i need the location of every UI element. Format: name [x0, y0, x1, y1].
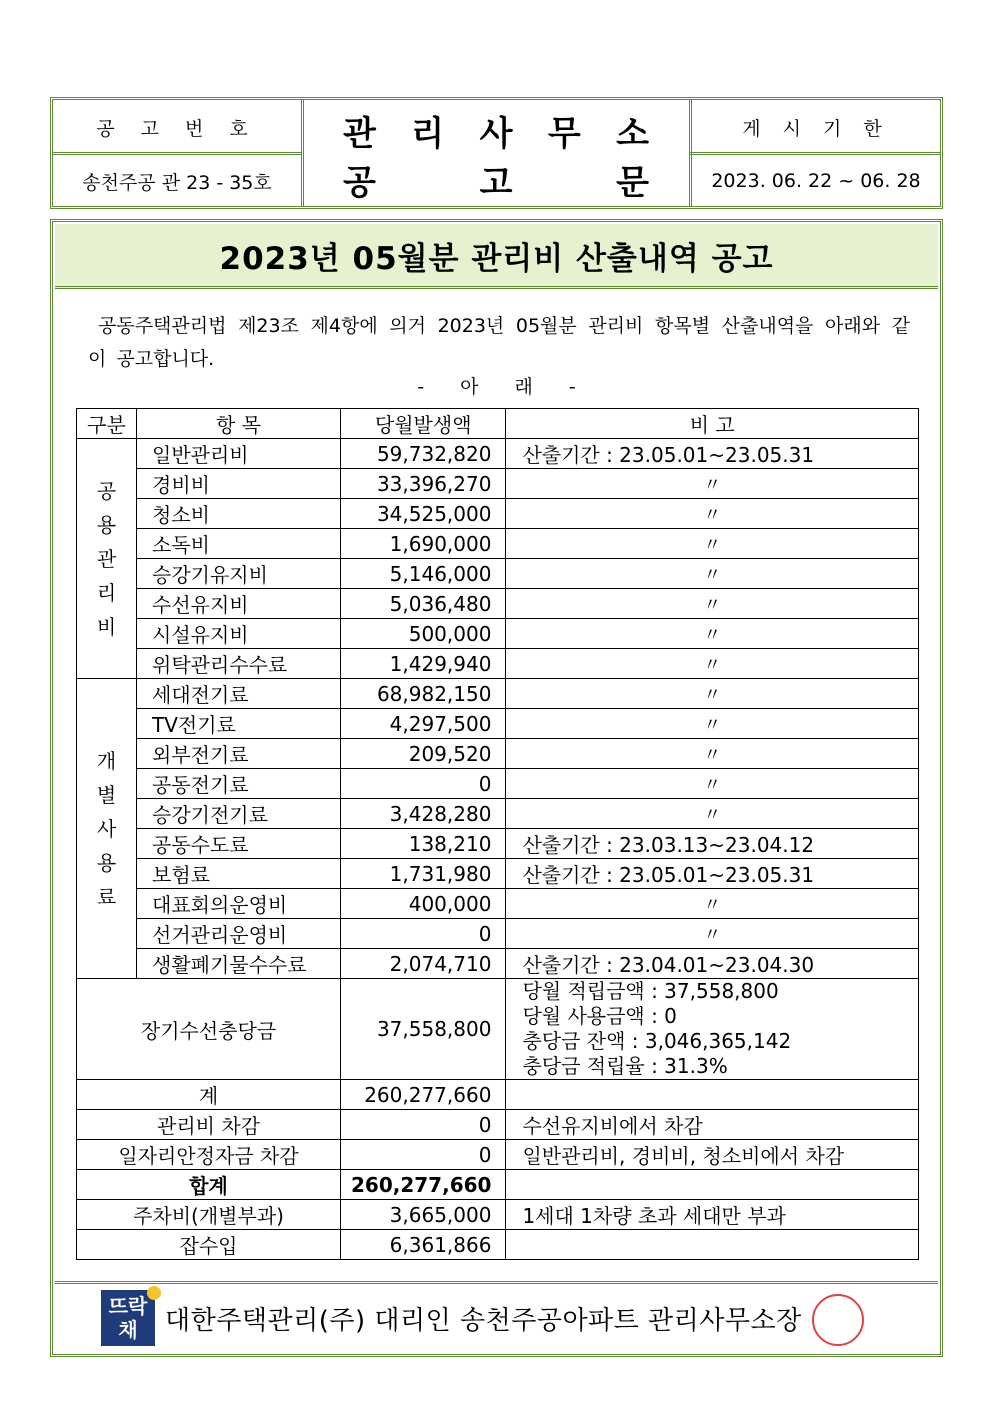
summary-item: 계 [77, 1080, 341, 1110]
summary-amount: 0 [341, 1140, 506, 1170]
table-row [77, 469, 919, 499]
item-amount: 3,428,280 [341, 799, 506, 829]
summary-item: 잡수입 [77, 1230, 341, 1260]
column-header: 비 고 [506, 409, 919, 439]
item-amount: 5,036,480 [341, 589, 506, 619]
item-note: 〃 [506, 769, 919, 799]
item-amount: 1,690,000 [341, 529, 506, 559]
company-logo: 뜨락 채 [101, 1290, 155, 1346]
item-name: 수선유지비 [137, 589, 341, 619]
item-name: 일반관리비 [137, 439, 341, 469]
item-amount: 1,429,940 [341, 649, 506, 679]
table-row [77, 799, 919, 829]
item-note: 〃 [506, 469, 919, 499]
summary-note: 1세대 1차량 초과 세대만 부과 [506, 1200, 919, 1230]
item-name: 공동수도료 [137, 829, 341, 859]
summary-row [77, 1110, 919, 1140]
item-amount: 5,146,000 [341, 559, 506, 589]
reserve-row [77, 979, 919, 1080]
table-row [77, 679, 919, 709]
below-marker: - 아 래 - [417, 376, 576, 398]
item-amount: 68,982,150 [341, 679, 506, 709]
fee-table [76, 408, 919, 1260]
table-row [77, 919, 919, 949]
item-name: 외부전기료 [137, 739, 341, 769]
summary-row [77, 1230, 919, 1260]
item-amount: 34,525,000 [341, 499, 506, 529]
column-header: 항 목 [137, 409, 341, 439]
item-name: 위탁관리수수료 [137, 649, 341, 679]
item-name: 세대전기료 [137, 679, 341, 709]
item-note: 〃 [506, 499, 919, 529]
column-header: 구분 [77, 409, 137, 439]
item-note: 산출기간 : 23.05.01~23.05.31 [506, 859, 919, 889]
item-amount: 4,297,500 [341, 709, 506, 739]
table-row [77, 739, 919, 769]
group-label: 개 별 사 용 료 [77, 679, 137, 979]
table-row [77, 439, 919, 469]
item-amount: 0 [341, 769, 506, 799]
item-name: 경비비 [137, 469, 341, 499]
item-note: 〃 [506, 679, 919, 709]
reserve-note-line: 충당금 적립율 : 31.3% [522, 1054, 728, 1078]
period-label: 게 시 기 한 [742, 117, 890, 140]
item-amount: 2,074,710 [341, 949, 506, 979]
item-amount: 33,396,270 [341, 469, 506, 499]
summary-row [77, 1170, 919, 1200]
item-note: 〃 [506, 709, 919, 739]
item-name: 시설유지비 [137, 619, 341, 649]
summary-amount: 260,277,660 [341, 1170, 506, 1200]
item-name: 청소비 [137, 499, 341, 529]
table-header-row [77, 409, 919, 439]
intro-text: 공동주택관리법 제23조 제4항에 의거 2023년 05월분 관리비 항목별 산출내역을 아래와 같이 공고합니다. [88, 315, 910, 370]
item-name: 선거관리운영비 [137, 919, 341, 949]
summary-amount: 3,665,000 [341, 1200, 506, 1230]
title-line-1: 관 리 사 무 소 [343, 113, 649, 154]
table-row [77, 529, 919, 559]
summary-item: 주차비(개별부과) [77, 1200, 341, 1230]
item-note: 〃 [506, 619, 919, 649]
table-row [77, 769, 919, 799]
reserve-note-line: 충당금 잔액 : 3,046,365,142 [522, 1029, 792, 1053]
item-note: 〃 [506, 739, 919, 769]
reserve-notes [506, 979, 919, 1080]
item-amount: 59,732,820 [341, 439, 506, 469]
item-note: 〃 [506, 889, 919, 919]
footer [55, 1281, 938, 1352]
summary-amount: 260,277,660 [341, 1080, 506, 1110]
summary-amount: 0 [341, 1110, 506, 1140]
summary-note: 수선유지비에서 차감 [506, 1110, 919, 1140]
item-name: 대표회의운영비 [137, 889, 341, 919]
item-note: 〃 [506, 529, 919, 559]
column-header: 당월발생액 [341, 409, 506, 439]
table-row [77, 709, 919, 739]
item-name: 승강기유지비 [137, 559, 341, 589]
item-note: 〃 [506, 589, 919, 619]
posting-period: 2023. 06. 22 ~ 06. 28 [711, 170, 921, 192]
summary-note [506, 1170, 919, 1200]
notice-body [50, 219, 943, 1357]
summary-row [77, 1200, 919, 1230]
summary-note: 일반관리비, 경비비, 청소비에서 차감 [506, 1140, 919, 1170]
title-line-2: 공 고 문 [343, 162, 649, 203]
item-note: 〃 [506, 559, 919, 589]
table-row [77, 589, 919, 619]
item-name: 공동전기료 [137, 769, 341, 799]
summary-item: 일자리안정자금 차감 [77, 1140, 341, 1170]
table-row [77, 889, 919, 919]
official-seal-icon [812, 1294, 864, 1346]
item-name: 생활폐기물수수료 [137, 949, 341, 979]
summary-amount: 6,361,866 [341, 1230, 506, 1260]
item-name: TV전기료 [137, 709, 341, 739]
footer-signature: 대한주택관리(주) 대리인 송천주공아파트 관리사무소장 [165, 1305, 802, 1336]
flower-icon [147, 1286, 161, 1300]
item-amount: 138,210 [341, 829, 506, 859]
group-label: 공 용 관 리 비 [77, 439, 137, 679]
summary-note [506, 1230, 919, 1260]
item-name: 보험료 [137, 859, 341, 889]
item-name: 승강기전기료 [137, 799, 341, 829]
notice-header [50, 97, 943, 209]
table-row [77, 559, 919, 589]
notice-title: 2023년 05월분 관리비 산출내역 공고 [55, 224, 938, 289]
item-note: 산출기간 : 23.03.13~23.04.12 [506, 829, 919, 859]
reserve-note-line: 당월 사용금액 : 0 [522, 1004, 677, 1028]
notice-number: 송천주공 관 23 - 35호 [82, 171, 272, 194]
notice-number-label: 공 고 번 호 [96, 117, 258, 140]
item-note: 산출기간 : 23.05.01~23.05.31 [506, 439, 919, 469]
item-note: 산출기간 : 23.04.01~23.04.30 [506, 949, 919, 979]
reserve-amount: 37,558,800 [341, 979, 506, 1080]
summary-item: 합계 [77, 1170, 341, 1200]
table-row [77, 649, 919, 679]
table-row [77, 619, 919, 649]
summary-note [506, 1080, 919, 1110]
item-amount: 209,520 [341, 739, 506, 769]
item-note: 〃 [506, 799, 919, 829]
item-amount: 1,731,980 [341, 859, 506, 889]
item-note: 〃 [506, 919, 919, 949]
summary-item: 관리비 차감 [77, 1110, 341, 1140]
item-amount: 500,000 [341, 619, 506, 649]
summary-row [77, 1080, 919, 1110]
reserve-item: 장기수선충당금 [77, 979, 341, 1080]
item-amount: 400,000 [341, 889, 506, 919]
item-note: 〃 [506, 649, 919, 679]
table-row [77, 949, 919, 979]
table-row [77, 829, 919, 859]
table-row [77, 859, 919, 889]
item-name: 소독비 [137, 529, 341, 559]
summary-row [77, 1140, 919, 1170]
reserve-note-line: 당월 적립금액 : 37,558,800 [522, 979, 779, 1003]
item-amount: 0 [341, 919, 506, 949]
table-row [77, 499, 919, 529]
